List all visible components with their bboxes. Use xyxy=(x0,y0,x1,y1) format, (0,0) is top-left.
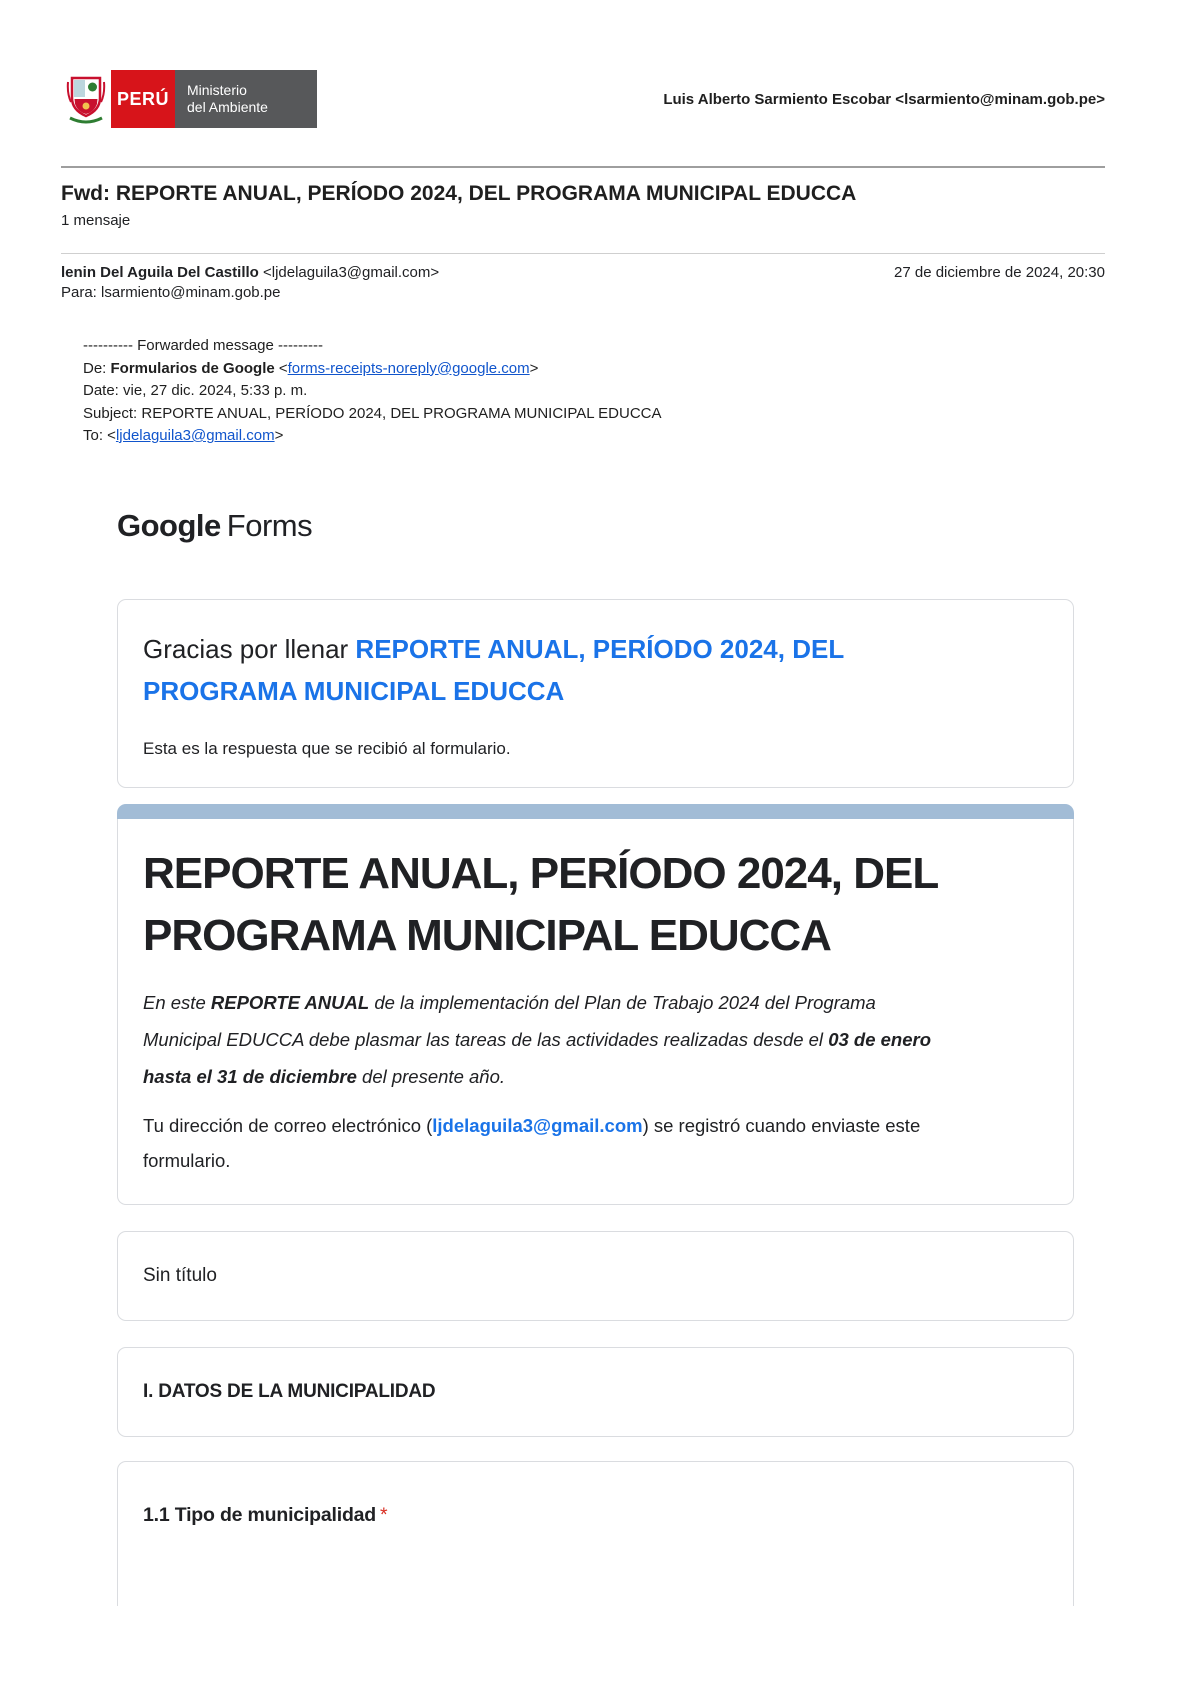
form-header-card xyxy=(117,819,1074,1205)
from-email-link[interactable]: forms-receipts-noreply@google.com xyxy=(287,359,530,377)
bracket: > xyxy=(274,427,284,444)
form-title-link[interactable]: REPORTE ANUAL, PERÍODO 2024, DEL PROGRAMA MUNICIPAL EDUCCA xyxy=(143,633,844,707)
untitled-section-card xyxy=(117,1231,1074,1321)
desc-bold: 03 de enero hasta el 31 de diciembre xyxy=(143,1029,932,1088)
sender-name: lenin Del Aguila Del Castillo xyxy=(61,264,259,281)
forwarded-subject-line: Subject: REPORTE ANUAL, PERÍODO 2024, DEL PROGRAMA MUNICIPAL EDUCCA xyxy=(83,404,662,422)
minam-logo xyxy=(61,70,317,128)
forwarded-to-line xyxy=(83,425,1105,448)
section-1-title: I. DATOS DE LA MUNICIPALIDAD xyxy=(143,1380,436,1402)
bracket: < xyxy=(274,359,288,377)
forwarded-from-line xyxy=(83,358,1105,381)
thanks-message xyxy=(143,628,943,714)
recipient-address: Luis Alberto Sarmiento Escobar <lsarmiento@minam.gob.pe> xyxy=(663,90,1105,108)
email-date: 27 de diciembre de 2024, 20:30 xyxy=(894,264,1105,281)
logo-ministry-line2: del Ambiente xyxy=(187,99,268,115)
peru-coat-of-arms-icon xyxy=(61,70,111,128)
thanks-prefix: Gracias por llenar xyxy=(143,633,356,664)
form-theme-bar xyxy=(117,804,1074,819)
desc-text: En este xyxy=(143,992,211,1014)
required-asterisk: * xyxy=(380,1503,388,1526)
question-1-1-card xyxy=(117,1461,1074,1606)
thanks-subtext: Esta es la respuesta que se recibió al formulario. xyxy=(143,739,511,759)
question-text: 1.1 Tipo de municipalidad xyxy=(143,1503,377,1526)
forwarded-block xyxy=(83,335,1105,448)
question-1-1-label xyxy=(143,1504,1048,1527)
sender-info xyxy=(61,264,439,281)
section-1-card xyxy=(117,1347,1074,1437)
desc-bold: REPORTE ANUAL xyxy=(210,992,370,1014)
forwarded-date-line: Date: vie, 27 dic. 2024, 5:33 p. m. xyxy=(83,382,308,399)
divider xyxy=(61,166,1105,168)
message-count: 1 mensaje xyxy=(61,212,131,229)
page-header xyxy=(61,70,1105,128)
untitled-label: Sin título xyxy=(143,1264,217,1286)
google-forms-logo xyxy=(117,508,1105,544)
form-title: REPORTE ANUAL, PERÍODO 2024, DEL PROGRAMA MUNICIPAL EDUCCA xyxy=(143,849,938,960)
sender-email: <ljdelaguila3@gmail.com> xyxy=(258,264,440,281)
note-text: Tu dirección de correo electrónico ( xyxy=(143,1115,433,1137)
email-subject: Fwd: REPORTE ANUAL, PERÍODO 2024, DEL PROGRAMA MUNICIPAL EDUCCA xyxy=(61,182,857,205)
bracket: > xyxy=(529,359,539,377)
logo-ministry-line1: Ministerio xyxy=(187,81,247,98)
to-label: To: < xyxy=(83,427,116,444)
desc-text: de la implementación del Plan de Trabajo 2024 del Programa Municipal EDUCCA debe plasmar las tareas de las actividades realizadas desde el xyxy=(143,992,876,1051)
form-description xyxy=(143,984,938,1095)
registered-email-note xyxy=(143,1109,988,1177)
forms-wordmark: Forms xyxy=(226,507,313,543)
logo-country-text: PERÚ xyxy=(116,88,169,109)
from-name: Formularios de Google xyxy=(110,359,275,377)
google-wordmark: Google xyxy=(117,507,221,543)
forwarded-divider: ---------- Forwarded message --------- xyxy=(83,337,323,354)
registered-email-link[interactable]: ljdelaguila3@gmail.com xyxy=(432,1115,643,1137)
logo-ministry-label xyxy=(175,70,317,128)
to-email-link[interactable]: ljdelaguila3@gmail.com xyxy=(115,427,275,444)
desc-text: del presente año. xyxy=(356,1066,505,1088)
divider xyxy=(61,253,1105,254)
to-line: Para: lsarmiento@minam.gob.pe xyxy=(61,284,281,301)
thanks-card xyxy=(117,599,1074,789)
from-label: De: xyxy=(83,359,111,377)
sender-row xyxy=(61,264,1105,281)
note-text: ) se registró cuando enviaste este formulario. xyxy=(143,1115,921,1171)
logo-country-label xyxy=(111,70,175,128)
